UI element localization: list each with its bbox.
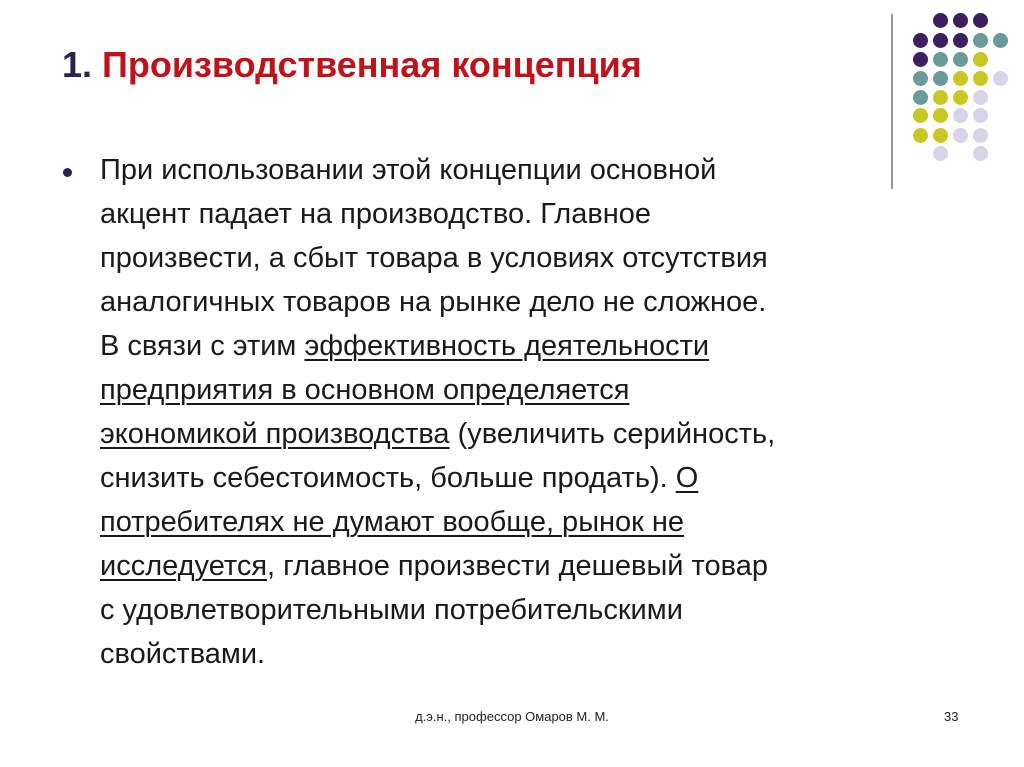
underlined-phrase: О bbox=[675, 462, 699, 494]
body-line: В связи с этим bbox=[100, 330, 297, 362]
decorative-dot bbox=[973, 128, 988, 143]
decorative-dot bbox=[973, 13, 988, 28]
decorative-dot bbox=[973, 33, 988, 48]
decorative-dot bbox=[933, 90, 948, 105]
slide-title bbox=[62, 44, 642, 86]
body-line: свойствами. bbox=[100, 638, 266, 670]
body-line: с удовлетворительными потребительскими bbox=[100, 594, 683, 626]
body-line: (увеличить серийность, bbox=[457, 418, 776, 450]
underlined-phrase: исследуется bbox=[100, 550, 268, 582]
decorative-dot bbox=[973, 90, 988, 105]
decorative-dot bbox=[933, 128, 948, 143]
body-line: При использовании этой концепции основной bbox=[100, 154, 717, 186]
decorative-dot bbox=[953, 108, 968, 123]
body-text bbox=[100, 148, 980, 676]
page-number: 33 bbox=[944, 709, 959, 724]
underlined-phrase: экономикой производства bbox=[100, 418, 450, 450]
decorative-dot bbox=[913, 52, 928, 67]
body-line: акцент падает на производство. Главное bbox=[100, 198, 652, 230]
bullet-dot bbox=[63, 168, 72, 177]
decorative-dot bbox=[933, 71, 948, 86]
decorative-dot bbox=[953, 13, 968, 28]
body-line: аналогичных товаров на рынке дело не сложное. bbox=[100, 286, 767, 318]
decorative-dot bbox=[953, 33, 968, 48]
decorative-dot bbox=[973, 52, 988, 67]
decorative-dot bbox=[933, 33, 948, 48]
decorative-dot bbox=[913, 71, 928, 86]
footer-author: д.э.н., профессор Омаров М. М. bbox=[415, 709, 609, 724]
underlined-phrase: потребителях не думают вообще, рынок не bbox=[100, 506, 685, 538]
decorative-dot bbox=[913, 128, 928, 143]
decorative-dot bbox=[953, 71, 968, 86]
decorative-dot bbox=[933, 52, 948, 67]
underlined-phrase: предприятия в основном определяется bbox=[100, 374, 630, 406]
body-line: произвести, а сбыт товара в условиях отсутствия bbox=[100, 242, 768, 274]
decorative-dot bbox=[913, 90, 928, 105]
body-line: снизить себестоимость, больше продать). bbox=[100, 462, 668, 494]
underlined-phrase: эффективность деятельности bbox=[304, 330, 710, 362]
title-number: 1. bbox=[62, 44, 93, 85]
decorative-dot bbox=[933, 108, 948, 123]
decorative-dot bbox=[993, 33, 1008, 48]
decorative-dot bbox=[913, 33, 928, 48]
decorative-dot bbox=[953, 90, 968, 105]
decorative-dot bbox=[973, 71, 988, 86]
decorative-dot bbox=[953, 128, 968, 143]
body-line: , главное произвести дешевый товар bbox=[267, 550, 768, 582]
decorative-dot bbox=[953, 52, 968, 67]
title-text: Производственная концепция bbox=[102, 44, 642, 85]
decorative-dot bbox=[933, 13, 948, 28]
decorative-dot bbox=[973, 108, 988, 123]
decorative-dot bbox=[993, 71, 1008, 86]
decorative-dot bbox=[913, 108, 928, 123]
